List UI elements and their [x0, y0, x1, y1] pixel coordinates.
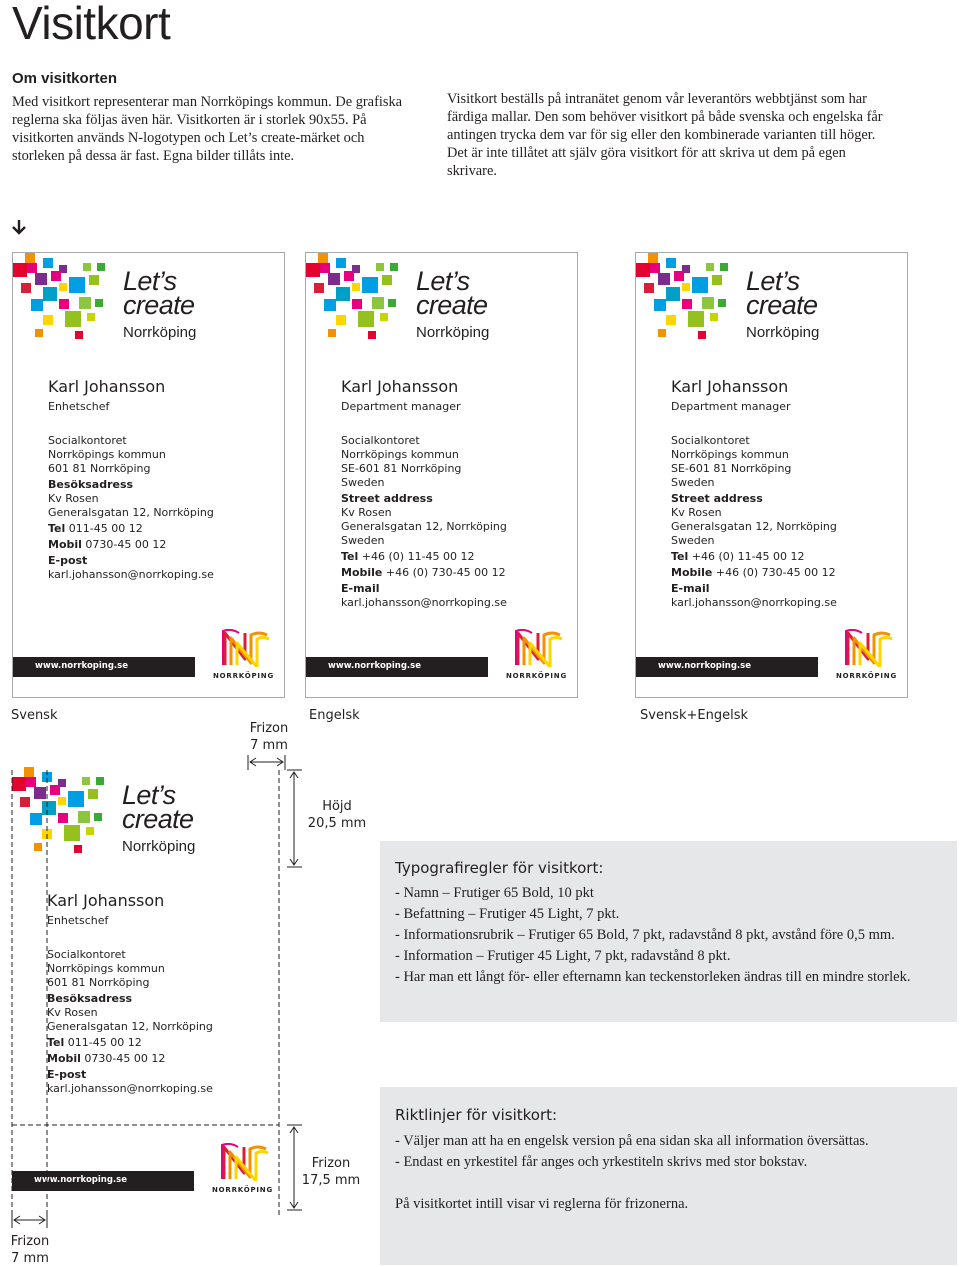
card-visit-heading: Besöksadress: [47, 992, 133, 1005]
card-role: Department manager: [671, 400, 791, 413]
card-email-heading: E-mail: [341, 582, 380, 595]
card-email: karl.johansson@norrkoping.se: [47, 1082, 213, 1095]
caption-svensk: Svensk: [11, 708, 58, 723]
card-email: karl.johansson@norrkoping.se: [341, 596, 507, 609]
lets-create-norrkoping: Norrköping: [416, 324, 490, 341]
card-name: Karl Johansson: [671, 377, 789, 396]
card-email-heading: E-post: [48, 554, 88, 567]
card-email: karl.johansson@norrkoping.se: [48, 568, 214, 581]
card-visit-heading: Besöksadress: [48, 478, 134, 491]
card-url: www.norrkoping.se: [34, 1175, 127, 1185]
card-mobile: Mobile +46 (0) 730-45 00 12: [671, 566, 836, 579]
dim-label-frizon-left: Frizon 7 mm: [10, 1234, 50, 1266]
caption-svensk-engelsk: Svensk+Engelsk: [640, 708, 748, 723]
lets-create-norrkoping: Norrköping: [123, 324, 197, 341]
typography-rule: - Befattning – Frutiger 45 Light, 7 pkt.: [395, 906, 620, 922]
card-name: Karl Johansson: [47, 891, 165, 910]
card-department: Socialkontoret: [48, 434, 127, 447]
card-mobile: Mobil 0730-45 00 12: [48, 538, 167, 551]
card-url: www.norrkoping.se: [328, 661, 421, 671]
lets-create-norrkoping: Norrköping: [746, 324, 820, 341]
lets-create-wordmark: Let’s create: [746, 266, 818, 320]
page-title: Visitkort: [12, 0, 171, 49]
typography-rule: - Namn – Frutiger 65 Bold, 10 pkt: [395, 885, 594, 901]
card-url: www.norrkoping.se: [35, 661, 128, 671]
card-country: Sweden: [671, 476, 715, 489]
card-mobile: Mobil 0730-45 00 12: [47, 1052, 166, 1065]
norrkoping-wordmark: NORRKÖPING: [212, 1186, 273, 1194]
card-role: Enhetschef: [47, 914, 109, 927]
guideline-note: På visitkortet intill visar vi reglerna för frizonerna.: [395, 1196, 689, 1212]
card-postal-address: 601 81 Norrköping: [48, 462, 151, 475]
guideline-rule: - Endast en yrkestitel får anges och yrkestiteln skrivs med stor bokstav.: [395, 1154, 808, 1170]
card-phone: Tel 011-45 00 12: [47, 1036, 142, 1049]
card-role: Enhetschef: [48, 400, 110, 413]
typography-rule: - Informationsrubrik – Frutiger 65 Bold, 7 pkt, radavstånd 8 pkt, avstånd före 0,5 mm.: [395, 927, 895, 943]
norrkoping-wordmark: NORRKÖPING: [836, 672, 897, 680]
card-email: karl.johansson@norrkoping.se: [671, 596, 837, 609]
typography-panel: [380, 841, 957, 1022]
typography-rule: - Information – Frutiger 45 Light, 7 pkt, radavstånd 8 pkt.: [395, 948, 731, 964]
card-visit-line: Generalsgatan 12, Norrköping: [671, 520, 837, 533]
card-phone: Tel +46 (0) 11-45 00 12: [671, 550, 805, 563]
card-visit-line: Sweden: [341, 534, 385, 547]
card-visit-line: Kv Rosen: [47, 1006, 98, 1019]
card-postal-address: 601 81 Norrköping: [47, 976, 150, 989]
caption-engelsk: Engelsk: [309, 708, 360, 723]
dim-label-hojd: Höjd 20,5 mm: [307, 799, 367, 831]
card-email-heading: E-post: [47, 1068, 87, 1081]
card-visit-line: Kv Rosen: [341, 506, 392, 519]
card-visit-heading: Street address: [671, 492, 763, 505]
card-country: Sweden: [341, 476, 385, 489]
lets-create-wordmark: Let’s create: [123, 266, 195, 320]
dim-label-frizon-top: Frizon 7 mm: [249, 721, 289, 753]
card-organisation: Norrköpings kommun: [341, 448, 459, 461]
intro-paragraph-right: Visitkort beställs på intranätet genom vår leverantörs webbtjänst som har färdiga mallar. Den som behöver visitkort på både svenska och engelska får antingen trycka dem var för sig eller den kombinerade varianten till höger. Det är inte tillåtet att själv göra visitkort för att skriva ut dem på egen skrivare.: [447, 91, 883, 179]
card-postal-address: SE-601 81 Norrköping: [341, 462, 462, 475]
lets-create-wordmark: Let’s create: [416, 266, 488, 320]
guideline-rule: - Väljer man att ha en engelsk version på ena sidan ska all information översättas.: [395, 1133, 869, 1149]
card-email-heading: E-mail: [671, 582, 710, 595]
norrkoping-wordmark: NORRKÖPING: [506, 672, 567, 680]
typography-rules: [395, 883, 910, 988]
card-organisation: Norrköpings kommun: [47, 962, 165, 975]
card-name: Karl Johansson: [341, 377, 459, 396]
guidelines-title: Riktlinjer för visitkort:: [395, 1106, 558, 1124]
card-phone: Tel 011-45 00 12: [48, 522, 143, 535]
intro-paragraph-left: Med visitkort representerar man Norrköpings kommun. De grafiska reglerna ska följas även här. Visitkorten är i storlek 90x55. På visitkorten används N-logotypen och Let’s create-märket och storleken på dessa är fast. Egna bilder tillåts inte.: [12, 94, 403, 164]
dim-label-frizon-bottom: Frizon 17,5 mm: [301, 1156, 361, 1188]
card-visit-line: Generalsgatan 12, Norrköping: [47, 1020, 213, 1033]
card-visit-line: Sweden: [671, 534, 715, 547]
card-visit-heading: Street address: [341, 492, 433, 505]
card-visit-line: Generalsgatan 12, Norrköping: [48, 506, 214, 519]
card-visit-line: Kv Rosen: [48, 492, 99, 505]
card-phone: Tel +46 (0) 11-45 00 12: [341, 550, 475, 563]
lets-create-norrkoping: Norrköping: [122, 838, 196, 855]
norrkoping-wordmark: NORRKÖPING: [213, 672, 274, 680]
card-department: Socialkontoret: [671, 434, 750, 447]
card-url: www.norrkoping.se: [658, 661, 751, 671]
card-postal-address: SE-601 81 Norrköping: [671, 462, 792, 475]
intro-heading: Om visitkorten: [12, 70, 118, 87]
guidelines-panel: [380, 1087, 957, 1265]
card-department: Socialkontoret: [341, 434, 420, 447]
typography-title: Typografiregler för visitkort:: [395, 859, 604, 877]
lets-create-wordmark: Let’s create: [122, 780, 194, 834]
card-organisation: Norrköpings kommun: [48, 448, 166, 461]
card-visit-line: Generalsgatan 12, Norrköping: [341, 520, 507, 533]
guidelines-rules: [395, 1131, 869, 1215]
card-organisation: Norrköpings kommun: [671, 448, 789, 461]
card-name: Karl Johansson: [48, 377, 166, 396]
card-mobile: Mobile +46 (0) 730-45 00 12: [341, 566, 506, 579]
card-department: Socialkontoret: [47, 948, 126, 961]
card-visit-line: Kv Rosen: [671, 506, 722, 519]
card-role: Department manager: [341, 400, 461, 413]
typography-rule: - Har man ett långt för- eller efternamn kan teckenstorleken ändras till en mindre storlek.: [395, 969, 911, 985]
